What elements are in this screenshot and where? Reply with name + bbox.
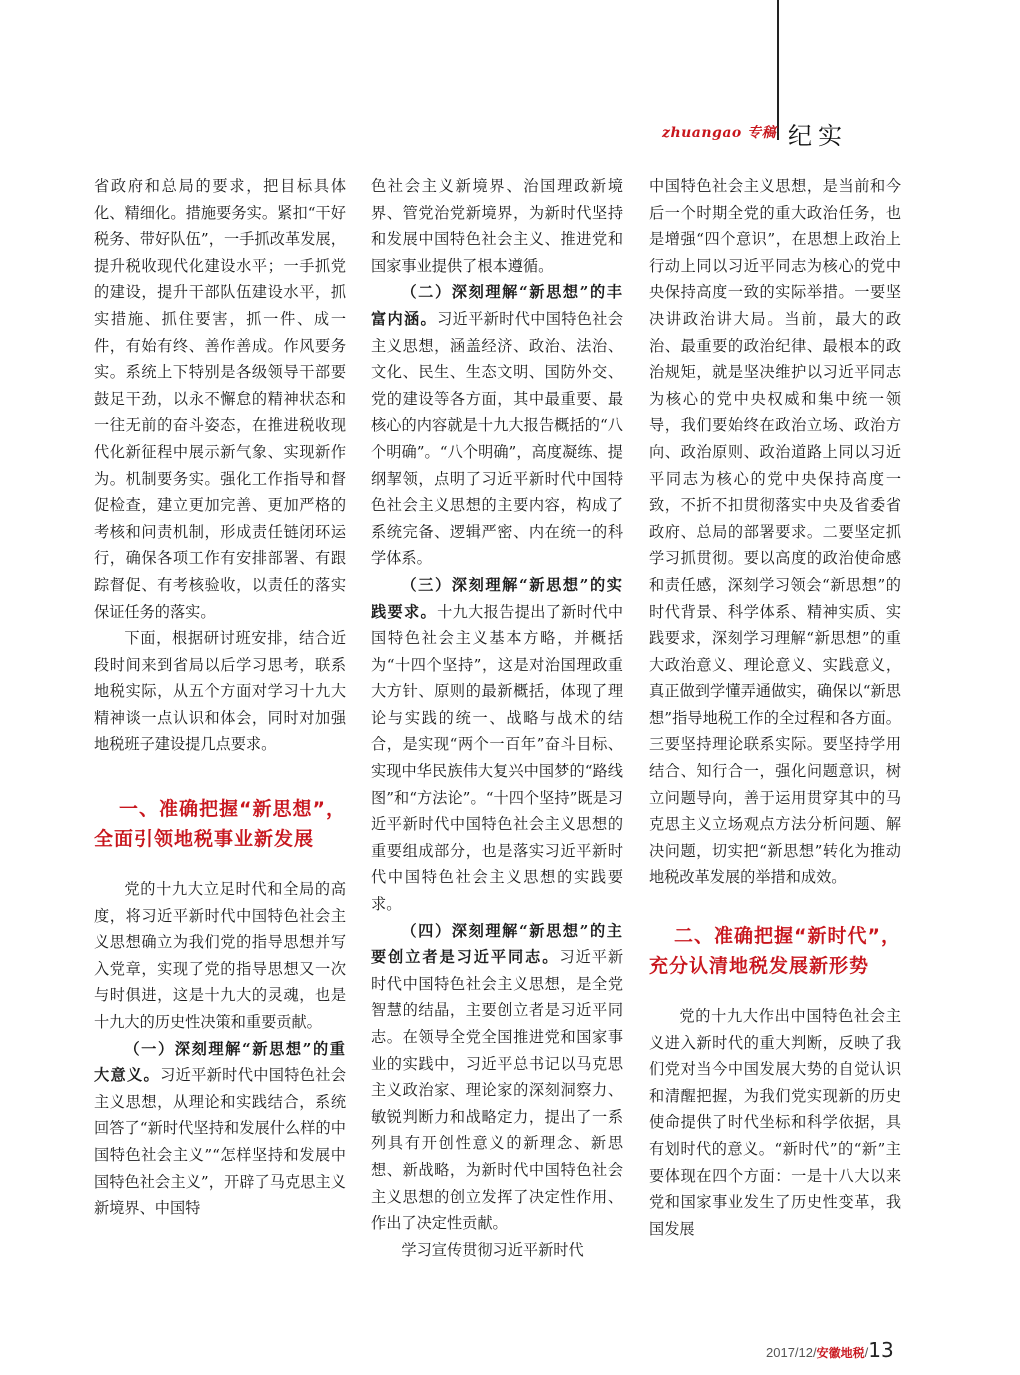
paragraph: （一）深刻理解“新思想”的重大意义。习近平新时代中国特色社会主义思想，从理论和实践结合，系统回答了“新时代坚持和发展什么样的中国特色社会主义”“怎样坚持和发展中国特色社会主义”，开辟了马克思主义新境界、中国特	[94, 1039, 347, 1218]
subheading: （三）深刻理解“新思想”的实践要求。	[371, 575, 623, 621]
magazine-name: 安徽地税	[816, 1346, 865, 1360]
section-heading-1: 一、准确把握“新思想”， 全面引领地税事业新发展	[94, 798, 346, 851]
subheading: （四）深刻理解“新思想”的主要创立者是习近平同志。	[371, 921, 623, 967]
paragraph: （三）深刻理解“新思想”的实践要求。十九大报告提出了新时代中国特色社会主义基本方略，并概括为“十四个坚持”，这是对治国理政重大方针、原则的最新概括，体现了理论与实践的统一、战略与战术的结合，是实现“两个一百年”奋斗目标、实现中华民族伟大复兴中国梦的“路线图”和“方法论”。“十四个坚持”既是习近平新时代中国特色社会主义思想的重要组成部分，也是落实习近平新时代中国特色社会主义思想的实践要求。	[371, 575, 624, 914]
subheading: （一）深刻理解“新思想”的重大意义。	[94, 1039, 346, 1085]
page-number: 13	[868, 1338, 894, 1362]
header-divider-line	[777, 0, 779, 140]
column-1	[94, 173, 346, 1222]
column-3	[649, 173, 901, 1242]
paragraph: 色社会主义新境界、治国理政新境界、管党治党新境界，为新时代坚持和发展中国特色社会主义、推进党和国家事业提供了根本遵循。	[371, 177, 623, 275]
section-pinyin: zhuangao 专稿	[662, 125, 777, 141]
paragraph: 下面，根据研讨班安排，结合近段时间来到省局以后学习思考，联系地税实际，从五个方面对学习十九大精神谈一点认识和体会，同时对加强地税班子建设提几点要求。	[94, 629, 346, 754]
category-title: 纪实	[788, 122, 848, 150]
section-label: 专稿	[747, 125, 777, 141]
paragraph: 学习宣传贯彻习近平新时代	[401, 1240, 584, 1259]
paragraph: （四）深刻理解“新思想”的主要创立者是习近平同志。习近平新时代中国特色社会主义思想，是全党智慧的结晶，主要创立者是习近平同志。在领导全党全国推进党和国家事业的实践中，习近平总书记以马克思主义政治家、理论家的深刻洞察力、敏锐判断力和战略定力，提出了一系列具有开创性意义的新理念、新思想、新战略，为新时代中国特色社会主义思想的创立发挥了决定性作用、作出了决定性贡献。	[371, 921, 624, 1233]
paragraph: 党的十九大作出中国特色社会主义进入新时代的重大判断，反映了我们党对当今中国发展大势的自觉认识和清醒把握，为我们党实现新的历史使命提供了时代坐标和科学依据，具有划时代的意义。“新时代”的“新”主要体现在四个方面：一是十八大以来党和国家事业发生了历史性变革，我国发展	[649, 1007, 901, 1238]
issue-date: 2017/12/	[766, 1345, 817, 1360]
paragraph: （二）深刻理解“新思想”的丰富内涵。习近平新时代中国特色社会主义思想，涵盖经济、政治、法治、文化、民生、生态文明、国防外交、党的建设等各方面，其中最重要、最核心的内容就是十九大报告概括的“八个明确”。“八个明确”，高度凝练、提纲挈领，点明了习近平新时代中国特色社会主义思想的主要内容，构成了系统完备、逻辑严密、内在统一的科学体系。	[371, 283, 624, 568]
column-2	[371, 173, 623, 1263]
subheading: （二）深刻理解“新思想”的丰富内涵。	[371, 283, 623, 328]
paragraph: 党的十九大立足时代和全局的高度，将习近平新时代中国特色社会主义思想确立为我们党的指导思想并写入党章，实现了党的指导思想又一次与时俱进，这是十九大的灵魂，也是十九大的历史性决策和重要贡献。	[94, 880, 346, 1032]
paragraph: 省政府和总局的要求，把目标具体化、精细化。措施要务实。紧扣“干好税务、带好队伍”，一手抓改革发展，提升税收现代化建设水平；一手抓党的建设，提升干部队伍建设水平，抓实措施、抓住要害，抓一件、成一件，有始有终、善作善成。作风要务实。系统上下特别是各级领导干部要鼓足干劲，以永不懈怠的精神状态和一往无前的奋斗姿态，在推进税收现代化新征程中展示新气象、实现新作为。机制要务实。强化工作指导和督促检查，建立更加完善、更加严格的考核和问责机制，形成责任链闭环运行，确保各项工作有安排部署、有跟踪督促、有考核验收，以责任的落实保证任务的落实。	[94, 177, 346, 621]
page-footer: 2017/12/安徽地税/13	[766, 1338, 894, 1362]
paragraph: 中国特色社会主义思想，是当前和今后一个时期全党的重大政治任务，也是增强“四个意识”，在思想上政治上行动上同以习近平同志为核心的党中央保持高度一致的实际举措。一要坚决讲政治讲大局。当前，最大的政治、最重要的政治纪律、最根本的政治规矩，就是坚决维护以习近平同志为核心的党中央权威和集中统一领导，我们要始终在政治立场、政治方向、政治原则、政治道路上同以习近平同志为核心的党中央保持高度一致，不折不扣贯彻落实中央及省委省政府、总局的部署要求。二要坚定抓学习抓贯彻。要以高度的政治使命感和责任感，深刻学习领会“新思想”的时代背景、科学体系、精神实质、实践要求，深刻学习理解“新思想”的重大政治意义、理论意义、实践意义，真正做到学懂弄通做实，确保以“新思想”指导地税工作的全过程和各方面。三要坚持理论联系实际。要坚持学用结合、知行合一，强化问题意识，树立问题导向，善于运用贯穿其中的马克思主义立场观点方法分析问题、解决问题，切实把“新思想”转化为推动地税改革发展的举措和成效。	[649, 177, 901, 887]
section-heading-2: 二、准确把握“新时代”， 充分认清地税发展新形势	[649, 925, 901, 978]
